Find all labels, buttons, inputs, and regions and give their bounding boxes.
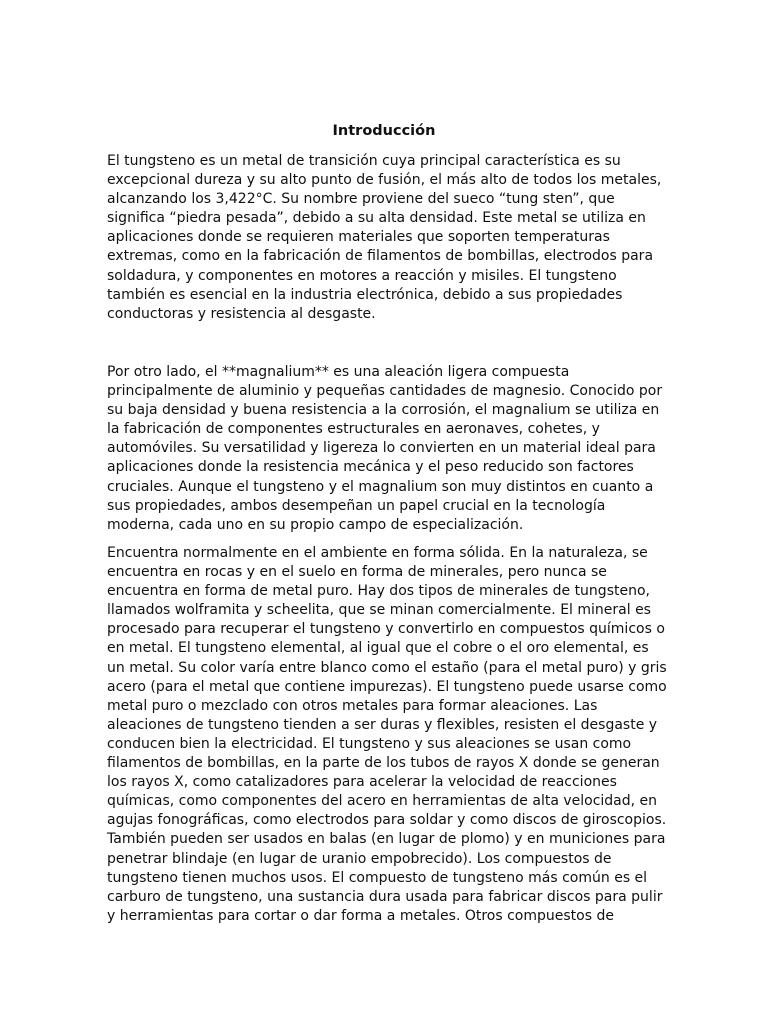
text-line: acero (para el metal que contiene impurezas). El tungsteno puede usarse como (107, 678, 667, 695)
text-line: cruciales. Aunque el tungsteno y el magnalium son muy distintos en cuanto a (107, 478, 654, 495)
text-line: llamados wolframita y scheelita, que se minan comercialmente. El mineral es (107, 602, 651, 619)
text-line: aleaciones de tungsteno tienden a ser duras y flexibles, resisten el desgaste y (107, 716, 658, 733)
text-line: y herramientas para cortar o dar forma a metales. Otros compuestos de (107, 907, 614, 924)
text-line: encuentra en forma de metal puro. Hay dos tipos de minerales de tungsteno, (107, 583, 650, 600)
text-line: también es esencial en la industria electrónica, debido a sus propiedades (107, 286, 623, 303)
text-line: alcanzando los 3,422°C. Su nombre proviene del sueco “tung sten”, que (107, 191, 615, 208)
text-line: en metal. El tungsteno elemental, al igual que el cobre o el oro elemental, es (107, 640, 649, 657)
text-line: encuentra en rocas y en el suelo en forma de minerales, pero nunca se (107, 564, 607, 581)
text-line: principalmente de aluminio y pequeñas cantidades de magnesio. Conocido por (107, 383, 663, 400)
document-title: Introducción (332, 123, 436, 139)
text-line: metal puro o mezclado con otros metales para formar aleaciones. Las (107, 697, 598, 714)
text-line: Por otro lado, el **magnalium** es una aleación ligera compuesta (107, 364, 570, 380)
text-line: soldadura, y componentes en motores a reacción y misiles. El tungsteno (107, 267, 617, 284)
text-line: significa “piedra pesada”, debido a su alta densidad. Este metal se utiliza en (107, 210, 646, 227)
text-line: excepcional dureza y su alto punto de fusión, el más alto de todos los metales, (107, 172, 662, 189)
text-line: También pueden ser usados en balas (en lugar de plomo) y en municiones para (107, 831, 666, 848)
text-line: Encuentra normalmente en el ambiente en forma sólida. En la naturaleza, se (107, 545, 648, 561)
paragraph-magnalium (107, 363, 663, 535)
text-line: filamentos de bombillas, en la parte de los tubos de rayos X donde se generan (107, 755, 660, 772)
text-line: automóviles. Su versatilidad y ligereza lo convierten en un material ideal para (107, 440, 656, 457)
text-line: sus propiedades, ambos desempeñan un papel crucial en la tecnología (107, 497, 606, 514)
text-line: extremas, como en la fabricación de filamentos de bombillas, electrodos para (107, 248, 654, 265)
paragraph-tungsteno-ambiente (107, 544, 667, 926)
text-line: moderna, cada uno en su propio campo de especialización. (107, 516, 524, 533)
text-line: su baja densidad y buena resistencia a la corrosión, el magnalium se utiliza en (107, 402, 660, 419)
text-line: la fabricación de componentes estructurales en aeronaves, cohetes, y (107, 421, 600, 438)
text-line: penetrar blindaje (en lugar de uranio empobrecido). Los compuestos de (107, 850, 612, 867)
text-line: un metal. Su color varía entre blanco como el estaño (para el metal puro) y gris (107, 659, 667, 676)
text-line: conducen bien la electricidad. El tungsteno y sus aleaciones se usan como (107, 735, 632, 752)
text-line: agujas fonográficas, como electrodos para soldar y como discos de giroscopios. (107, 812, 667, 829)
text-line: tungsteno tienen muchos usos. El compuesto de tungsteno más común es el (107, 869, 648, 886)
text-line: aplicaciones donde se requieren materiales que soporten temperaturas (107, 229, 610, 246)
text-line: procesado para recuperar el tungsteno y convertirlo en compuestos químicos o (107, 621, 665, 638)
text-line: El tungsteno es un metal de transición cuya principal característica es su (107, 153, 621, 169)
text-line: conductoras y resistencia al desgaste. (107, 305, 376, 322)
paragraph-tungsteno-intro (107, 152, 663, 324)
text-line: los rayos X, como catalizadores para acelerar la velocidad de reacciones (107, 774, 617, 791)
text-line: aplicaciones donde la resistencia mecánica y el peso reducido son factores (107, 459, 634, 476)
text-line: carburo de tungsteno, una sustancia dura usada para fabricar discos para pulir (107, 888, 663, 905)
text-line: químicas, como componentes del acero en herramientas de alta velocidad, en (107, 793, 658, 810)
